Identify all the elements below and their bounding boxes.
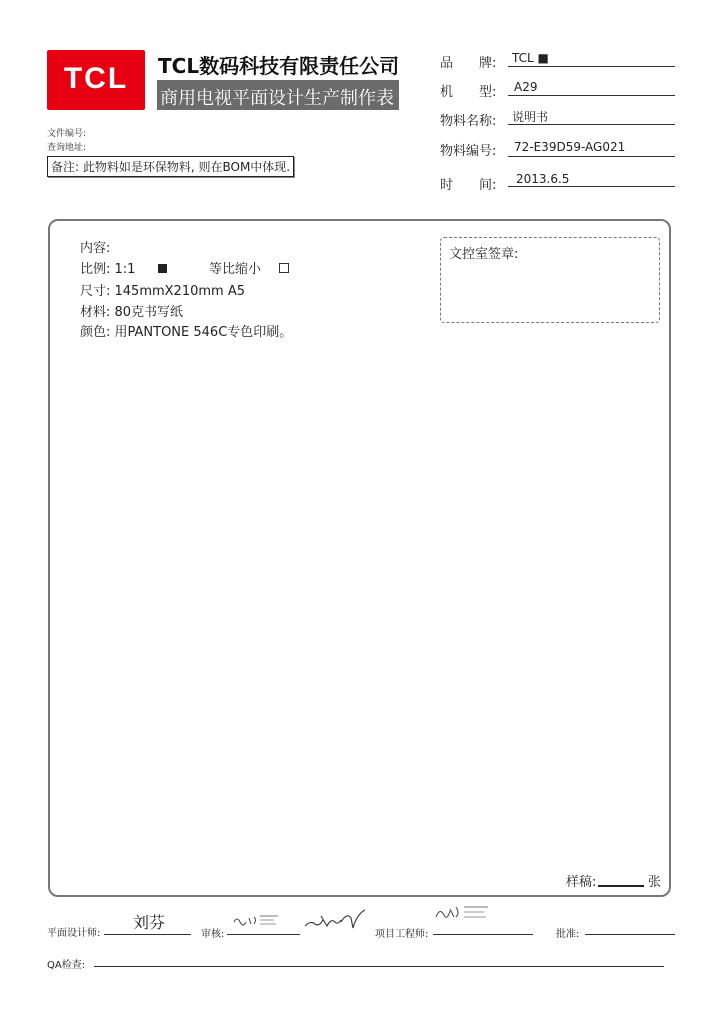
designer-name: 刘芬 bbox=[133, 913, 166, 932]
brand-value: TCL ■ bbox=[512, 51, 549, 65]
review-stamp-signature bbox=[232, 912, 280, 928]
department-banner bbox=[157, 80, 399, 110]
scale-label: 比例: 1:1 bbox=[80, 262, 136, 277]
department-title: 商用电视平面设计生产制作表 bbox=[160, 88, 394, 109]
material-number-label: 物料编号: bbox=[440, 144, 497, 159]
material-line: 材料: 80克书写纸 bbox=[80, 305, 184, 320]
engineer-label: 项目工程师: bbox=[375, 929, 429, 940]
designer-label: 平面设计师: bbox=[47, 928, 101, 939]
model-label: 机 型: bbox=[440, 85, 497, 100]
scale-alt-label: 等比缩小 bbox=[209, 262, 262, 277]
samples-unit: 张 bbox=[648, 875, 662, 890]
size-line: 尺寸: 145mmX210mm A5 bbox=[80, 284, 245, 299]
approve-line bbox=[585, 933, 675, 935]
date-value: 2013.6.5 bbox=[516, 172, 570, 186]
file-number-label: 文件编号: bbox=[47, 129, 87, 139]
content-heading: 内容: bbox=[80, 241, 111, 256]
qa-label: QA检查: bbox=[47, 960, 86, 971]
scale-checked-box-icon bbox=[158, 264, 167, 273]
material-name-value: 说明书 bbox=[512, 110, 549, 124]
designer-line bbox=[104, 933, 191, 935]
samples-count-line bbox=[598, 884, 644, 887]
approve-label: 批准: bbox=[556, 929, 580, 940]
company-name: TCL数码科技有限责任公司 bbox=[158, 54, 400, 78]
handwritten-signature bbox=[303, 904, 369, 934]
date-label: 时 间: bbox=[440, 178, 497, 193]
engineer-line bbox=[433, 933, 533, 935]
scale-alt-unchecked-box-icon bbox=[279, 263, 289, 273]
stamp-label: 文控室签章: bbox=[449, 247, 519, 262]
scale-row bbox=[80, 258, 289, 277]
material-name-label: 物料名称: bbox=[440, 114, 497, 129]
brand-label: 品 牌: bbox=[440, 56, 497, 71]
query-address-label: 查询地址: bbox=[47, 143, 87, 153]
engineer-stamp-signature bbox=[434, 903, 494, 923]
review-label: 审核: bbox=[201, 929, 225, 940]
logo-text: TCL bbox=[63, 62, 129, 95]
qa-line bbox=[94, 965, 664, 967]
material-number-value: 72-E39D59-AG021 bbox=[514, 140, 626, 154]
review-line bbox=[227, 933, 300, 935]
remark-note: 备注: 此物料如是环保物料, 则在BOM中体现. bbox=[47, 156, 294, 177]
tcl-logo bbox=[47, 50, 145, 110]
samples-label: 样稿: bbox=[566, 875, 597, 890]
model-value: A29 bbox=[514, 80, 538, 94]
color-line: 颜色: 用PANTONE 546C专色印刷。 bbox=[80, 325, 293, 340]
